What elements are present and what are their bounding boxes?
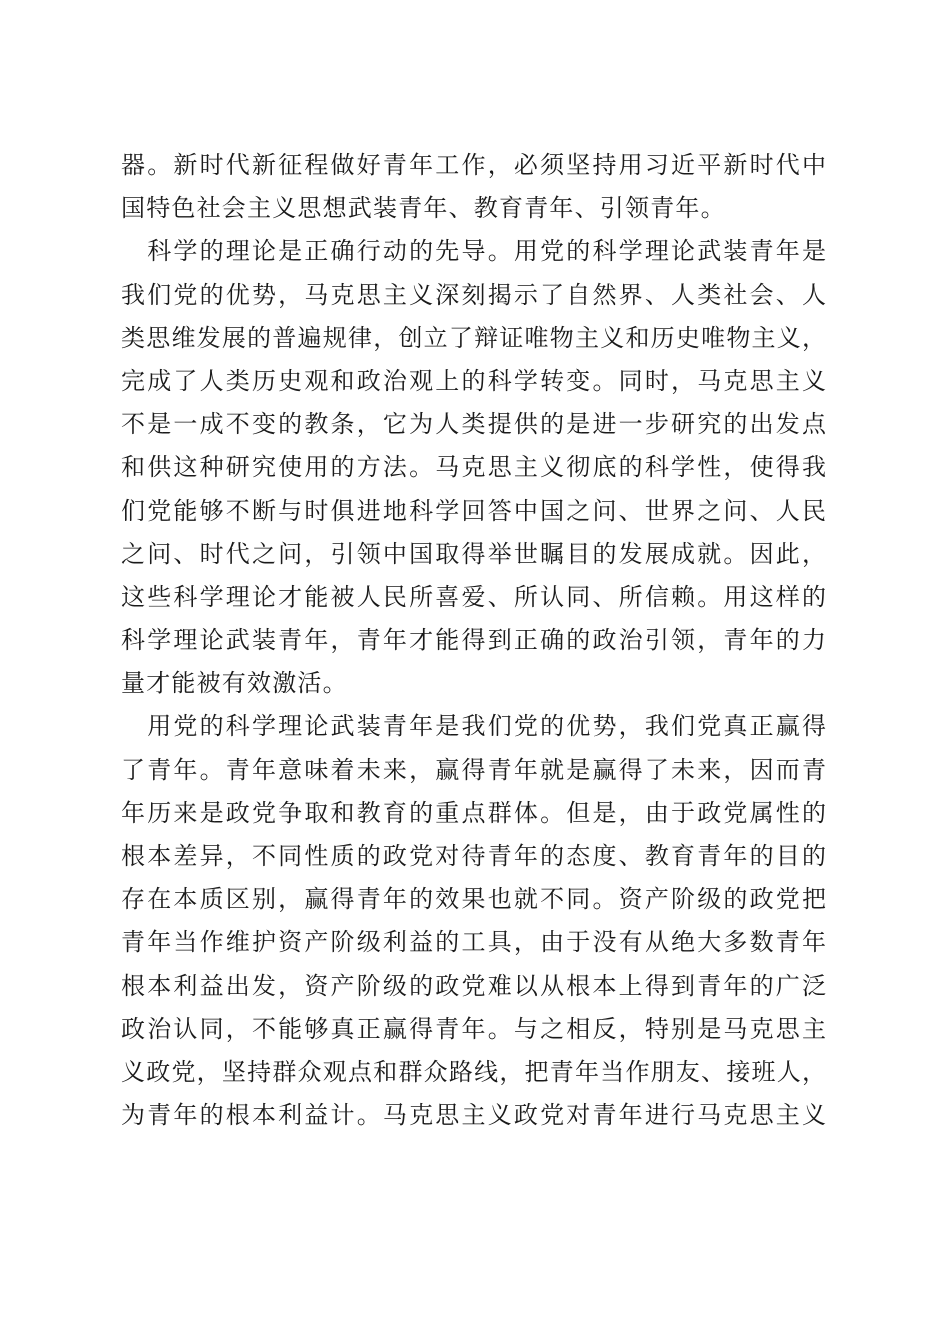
text-line: 为青年的根本利益计。马克思主义政党对青年进行马克思主义: [121, 1101, 826, 1130]
text-line: 义政党，坚持群众观点和群众路线，把青年当作朋友、接班人，: [121, 1057, 826, 1086]
document-body: [121, 144, 826, 1137]
text-line: 类思维发展的普遍规律，创立了辩证唯物主义和历史唯物主义，: [121, 323, 826, 352]
text-line: 不是一成不变的教条，它为人类提供的是进一步研究的出发点: [121, 410, 826, 439]
text-line: 们党能够不断与时俱进地科学回答中国之问、世界之问、人民: [121, 496, 826, 525]
text-line: 之问、时代之问，引领中国取得举世瞩目的发展成就。因此，: [121, 539, 826, 568]
text-line: 和供这种研究使用的方法。马克思主义彻底的科学性，使得我: [121, 453, 826, 482]
text-line: 年历来是政党争取和教育的重点群体。但是，由于政党属性的: [121, 798, 826, 827]
text-line: 青年当作维护资产阶级利益的工具，由于没有从绝大多数青年: [121, 928, 826, 957]
text-line: 科学理论武装青年，青年才能得到正确的政治引领，青年的力: [121, 626, 826, 655]
text-line: 用党的科学理论武装青年是我们党的优势，我们党真正赢得: [121, 712, 826, 741]
text-line: 我们党的优势，马克思主义深刻揭示了自然界、人类社会、人: [121, 280, 826, 309]
text-line: 政治认同，不能够真正赢得青年。与之相反，特别是马克思主: [121, 1014, 826, 1043]
text-line: 量才能被有效激活。: [121, 669, 348, 698]
text-line: 国特色社会主义思想武装青年、教育青年、引领青年。: [121, 194, 726, 223]
text-line: 科学的理论是正确行动的先导。用党的科学理论武装青年是: [121, 237, 826, 266]
text-line: 完成了人类历史观和政治观上的科学转变。同时，马克思主义: [121, 366, 826, 395]
text-line: 存在本质区别，赢得青年的效果也就不同。资产阶级的政党把: [121, 885, 826, 914]
text-line: 根本利益出发，资产阶级的政党难以从根本上得到青年的广泛: [121, 971, 826, 1000]
text-line: 了青年。青年意味着未来，赢得青年就是赢得了未来，因而青: [121, 755, 826, 784]
text-line: 器。新时代新征程做好青年工作，必须坚持用习近平新时代中: [121, 151, 826, 179]
text-line: 根本差异，不同性质的政党对待青年的态度、教育青年的目的: [121, 842, 826, 870]
text-line: 这些科学理论才能被人民所喜爱、所认同、所信赖。用这样的: [121, 582, 826, 611]
